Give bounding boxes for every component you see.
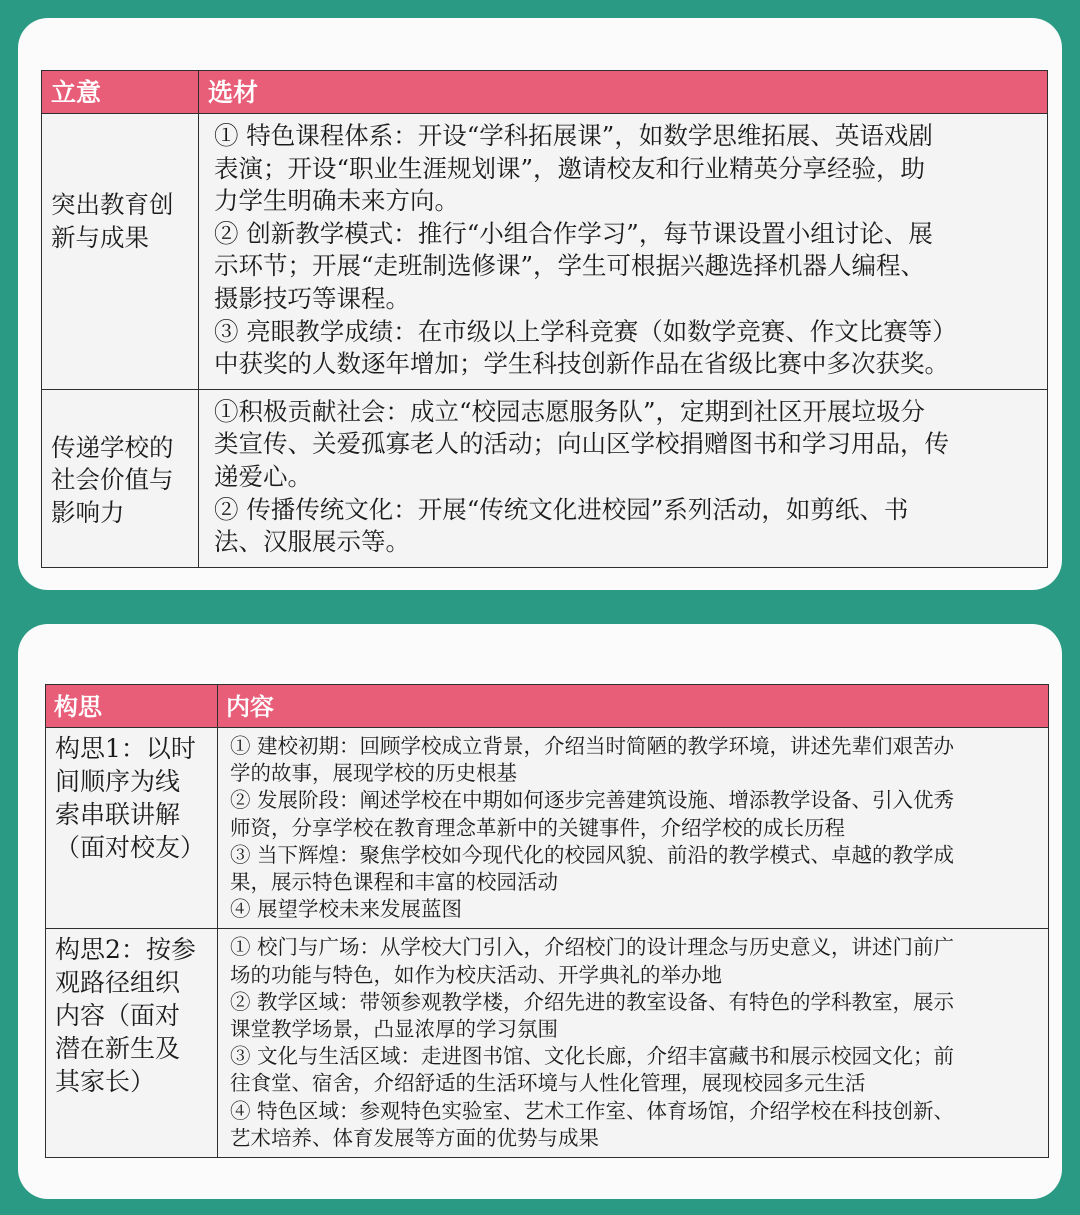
row-content-cell xyxy=(199,389,1048,567)
row-content-cell xyxy=(199,114,1048,390)
content-text: 示环节；开展“走班制选修课”，学生可根据兴趣选择机器人编程、 xyxy=(214,251,926,281)
content-text: ② 发展阶段：阐述学校在中期如何逐步完善建筑设施、增添教学设备、引入优秀 xyxy=(230,788,955,813)
content-text: ①积极贡献社会：成立“校园志愿服务队”，定期到社区开展垃圾分 xyxy=(214,396,926,426)
row-key-cell xyxy=(42,389,199,567)
content-text: 中获奖的人数逐年增加；学生科技创新作品在省级比赛中多次获奖。 xyxy=(214,349,949,379)
content-text: ② 创新教学模式：推行“小组合作学习”，每节课设置小组讨论、展 xyxy=(214,218,933,248)
key-text: 传递学校的 xyxy=(51,432,174,462)
row-key-cell xyxy=(42,114,199,390)
content-text: 法、汉服展示等。 xyxy=(214,527,410,557)
key-text: 潜在新生及 xyxy=(55,1034,181,1064)
content-text: ① 校门与广场：从学校大门引入，介绍校门的设计理念与历史意义，讲述门前广 xyxy=(230,935,955,960)
content-text: 果，展示特色课程和丰富的校园活动 xyxy=(230,870,558,895)
content-text: 学的故事，展现学校的历史根基 xyxy=(230,761,517,786)
row-key-cell xyxy=(46,929,218,1158)
table-row xyxy=(46,728,1049,929)
content-text: 往食堂、宿舍，介绍舒适的生活环境与人性化管理，展现校园多元生活 xyxy=(230,1071,866,1096)
key-text: 突出教育创 xyxy=(51,190,174,219)
content-text: ④ 特色区域：参观特色实验室、艺术工作室、体育场馆，介绍学校在科技创新、 xyxy=(230,1098,955,1123)
content-text: ① 特色课程体系：开设“学科拓展课”，如数学思维拓展、英语戏剧 xyxy=(214,121,933,150)
header-idea: 立意 xyxy=(42,71,199,114)
key-text: 影响力 xyxy=(51,497,125,527)
header-content: 内容 xyxy=(218,685,1049,728)
table-card-1 xyxy=(18,18,1062,590)
content-text: ① 建校初期：回顾学校成立背景，介绍当时简陋的教学环境，讲述先辈们艰苦办 xyxy=(230,734,955,758)
header-material: 选材 xyxy=(199,71,1048,114)
content-text: ④ 展望学校未来发展蓝图 xyxy=(230,897,463,922)
key-text: 构思1：以时 xyxy=(55,734,196,763)
content-text: 类宣传、关爱孤寡老人的活动；向山区学校捐赠图书和学习用品，传 xyxy=(214,429,949,459)
content-text: 场的功能与特色，如作为校庆活动、开学典礼的举办地 xyxy=(230,962,722,987)
content-text: ③ 当下辉煌：聚焦学校如今现代化的校园风貌、前沿的教学模式、卓越的教学成 xyxy=(230,842,955,867)
concept-table xyxy=(45,684,1049,1158)
content-text: 表演；开设“职业生涯规划课”，邀请校友和行业精英分享经验，助 xyxy=(214,153,926,183)
table-row xyxy=(46,929,1049,1158)
content-text: 摄影技巧等课程。 xyxy=(214,283,410,313)
material-table xyxy=(41,70,1048,568)
row-content-cell xyxy=(218,929,1049,1158)
content-text: ② 教学区域：带领参观教学楼，介绍先进的教室设备、有特色的学科教室，展示 xyxy=(230,989,955,1014)
key-text: 内容（面对 xyxy=(55,1001,181,1031)
table-header-row xyxy=(42,71,1048,114)
key-text: 社会价值与 xyxy=(51,465,174,495)
key-text: 其家长） xyxy=(55,1067,156,1097)
table-header-row xyxy=(46,685,1049,728)
content-text: ② 传播传统文化：开展“传统文化进校园”系列活动，如剪纸、书 xyxy=(214,494,909,524)
key-text: （面对校友） xyxy=(55,833,206,862)
content-text: 力学生明确未来方向。 xyxy=(214,186,459,216)
row-key-cell xyxy=(46,728,218,929)
content-text: 师资，分享学校在教育理念革新中的关键事件，介绍学校的成长历程 xyxy=(230,815,845,840)
table-row xyxy=(42,114,1048,390)
table-card-2 xyxy=(18,624,1062,1199)
key-text: 间顺序为线 xyxy=(55,767,181,796)
key-text: 索串联讲解 xyxy=(55,800,181,829)
content-text: ③ 亮眼教学成绩：在市级以上学科竞赛（如数学竞赛、作文比赛等） xyxy=(214,316,957,346)
content-text: 课堂教学场景，凸显浓厚的学习氛围 xyxy=(230,1017,558,1042)
key-text: 新与成果 xyxy=(51,222,149,252)
row-content-cell xyxy=(218,728,1049,929)
table-row xyxy=(42,389,1048,567)
content-text: ③ 文化与生活区域：走进图书馆、文化长廊，介绍丰富藏书和展示校园文化；前 xyxy=(230,1044,955,1069)
content-text: 艺术培养、体育发展等方面的优势与成果 xyxy=(230,1125,599,1150)
content-text: 递爱心。 xyxy=(214,461,312,491)
key-text: 观路径组织 xyxy=(55,968,181,998)
key-text: 构思2：按参 xyxy=(55,935,196,965)
header-concept: 构思 xyxy=(46,685,218,728)
